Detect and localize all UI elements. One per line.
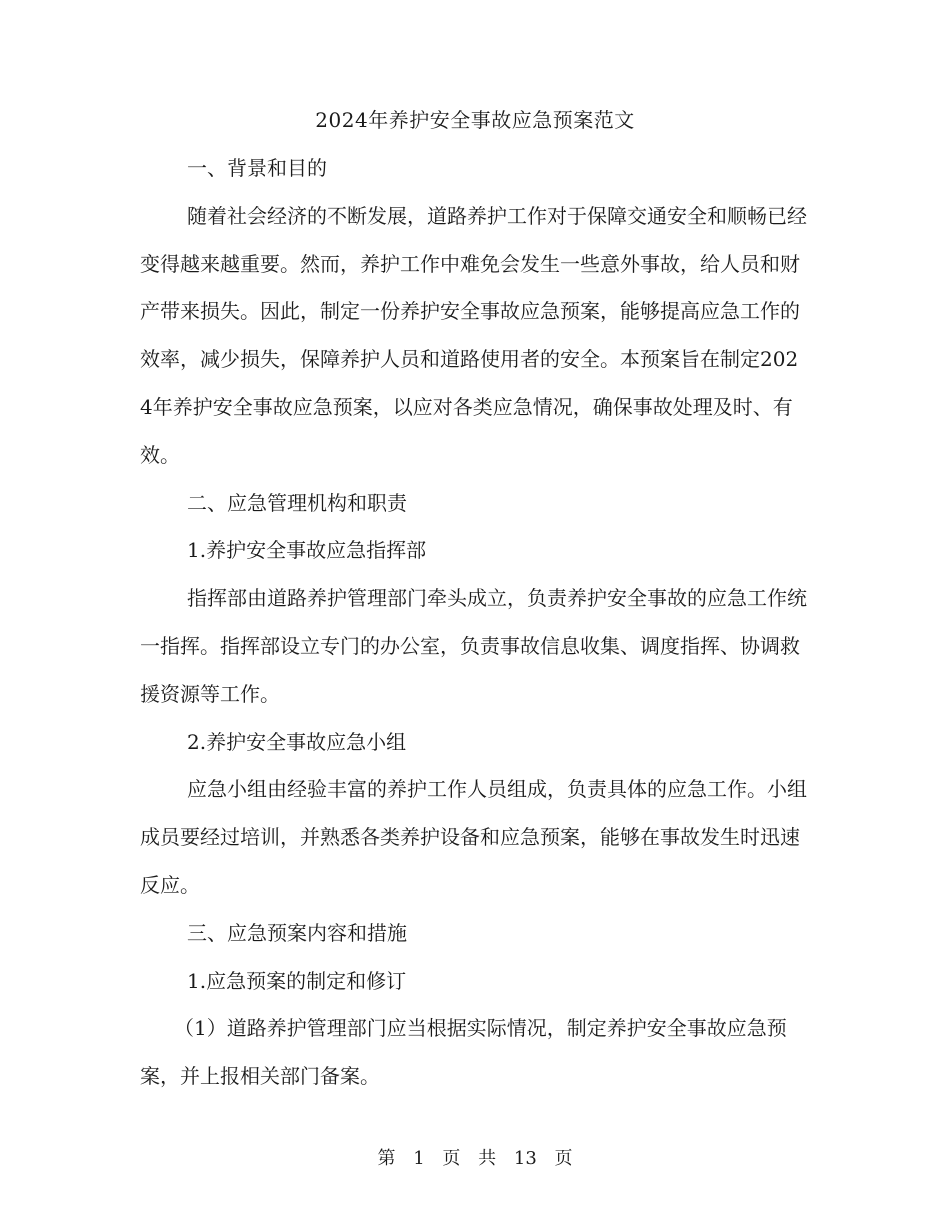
footer-total-pages: 13 [513, 1148, 537, 1169]
section-heading-measures: 三、应急预案内容和措施 [187, 920, 407, 945]
paragraph-background: 随着社会经济的不断发展，道路养护工作对于保障交通安全和顺畅已经变得越来越重要。然而，养护工作中难免会发生一些意外事故，给人员和财产带来损失。因此，制定一份养护安全事故应急预案，能够提高应急工作的效率，减少损失，保障养护人员和道路使用者的安全。本预案旨在制定2024年养护安全事故应急预案，以应对各类应急情况，确保事故处理及时、有效。 [140, 203, 807, 467]
footer-total-prefix: 共 [478, 1148, 497, 1169]
footer-total-suffix: 页 [554, 1148, 573, 1169]
footer-current-page: 1 [413, 1148, 425, 1169]
document-body [140, 145, 810, 1101]
paragraph-plan-formulation: （1）道路养护管理部门应当根据实际情况，制定养护安全事故应急预案，并上报相关部门备案。 [140, 1016, 787, 1089]
section-heading-organization: 二、应急管理机构和职责 [187, 490, 407, 515]
paragraph-command-center: 指挥部由道路养护管理部门牵头成立，负责养护安全事故的应急工作统一指挥。指挥部设立专门的办公室，负责事故信息收集、调度指挥、协调救援资源等工作。 [140, 586, 807, 706]
section-heading-background: 一、背景和目的 [187, 156, 327, 180]
footer-page-word: 页 [442, 1148, 461, 1169]
subheading-command-center: 1.养护安全事故应急指挥部 [187, 538, 427, 563]
document-title: 2024年养护安全事故应急预案范文 [315, 108, 635, 132]
page-footer [0, 1144, 950, 1174]
subheading-plan-formulation: 1.应急预案的制定和修订 [187, 968, 407, 993]
paragraph-emergency-team: 应急小组由经验丰富的养护工作人员组成，负责具体的应急工作。小组成员要经过培训，并熟悉各类养护设备和应急预案，能够在事故发生时迅速反应。 [140, 777, 807, 897]
footer-page-prefix: 第 [377, 1148, 396, 1169]
subheading-emergency-team: 2.养护安全事故应急小组 [187, 729, 407, 754]
